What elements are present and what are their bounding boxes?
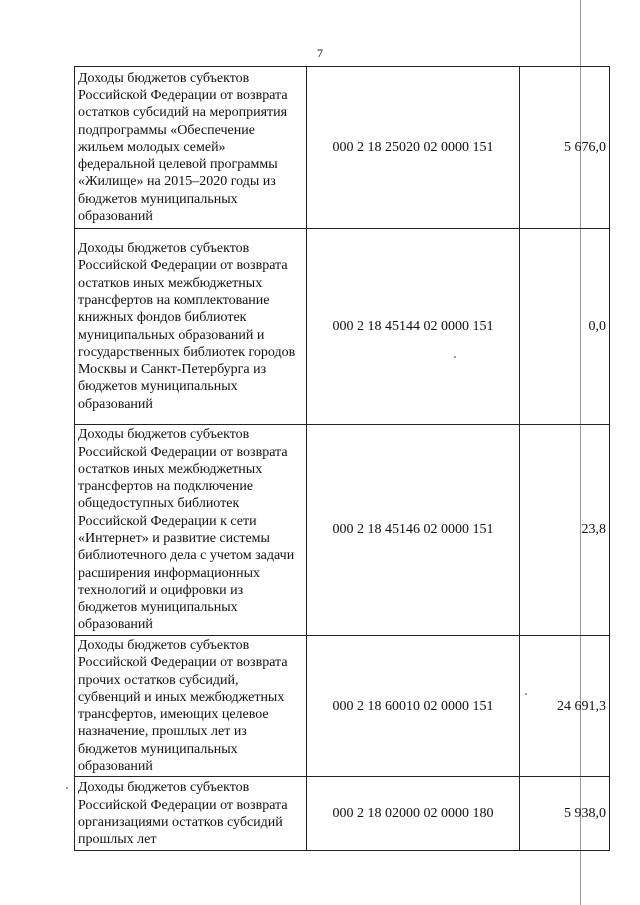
table-row — [75, 425, 610, 636]
row-description: Доходы бюджетов субъектов Российской Федерации от возврата остатков иных межбюджетных трансфертов на подключение общедоступных библиотек Российской Федерации к сети «Интернет» и развитие системы библиотечного дела с учетом задачи расширения информационных технологий и оцифровки из бюджетов муниципальных образований — [75, 425, 307, 636]
table-row — [75, 229, 610, 425]
row-description: Доходы бюджетов субъектов Российской Федерации от возврата остатков иных межбюджетных трансфертов на комплектование книжных фондов библиотек муниципальных образований и государственных библиотек городов Москвы и Санкт-Петербурга из бюджетов муниципальных образований — [75, 229, 307, 425]
row-amount: 5 676,0 — [520, 67, 610, 229]
table-row — [75, 636, 610, 777]
row-description: Доходы бюджетов субъектов Российской Федерации от возврата остатков субсидий на мероприятия подпрограммы «Обеспечение жильем молодых семей» федеральной целевой программы «Жилище» на 2015–2020 годы из бюджетов муниципальных образований — [75, 67, 307, 229]
revenue-table — [74, 66, 610, 851]
row-budget-code: 000 2 18 25020 02 0000 151 — [307, 67, 520, 229]
scan-speck — [66, 787, 68, 789]
row-budget-code: 000 2 18 60010 02 0000 151 — [307, 636, 520, 777]
row-amount: 5 938,0 — [520, 777, 610, 851]
page-number: 7 — [317, 46, 323, 60]
row-description: Доходы бюджетов субъектов Российской Федерации от возврата прочих остатков субсидий, субвенций и иных межбюджетных трансфертов, имеющих целевое назначение, прошлых лет из бюджетов муниципальных образований — [75, 636, 307, 777]
table-row — [75, 777, 610, 851]
row-description: Доходы бюджетов субъектов Российской Федерации от возврата организациями остатков субсидий прошлых лет — [75, 777, 307, 851]
row-amount: 0,0 — [520, 229, 610, 425]
row-amount: 23,8 — [520, 425, 610, 636]
row-budget-code: 000 2 18 02000 02 0000 180 — [307, 777, 520, 851]
row-budget-code: 000 2 18 45146 02 0000 151 — [307, 425, 520, 636]
row-amount: 24 691,3 — [520, 636, 610, 777]
row-budget-code: 000 2 18 45144 02 0000 151 — [307, 229, 520, 425]
table-row — [75, 67, 610, 229]
